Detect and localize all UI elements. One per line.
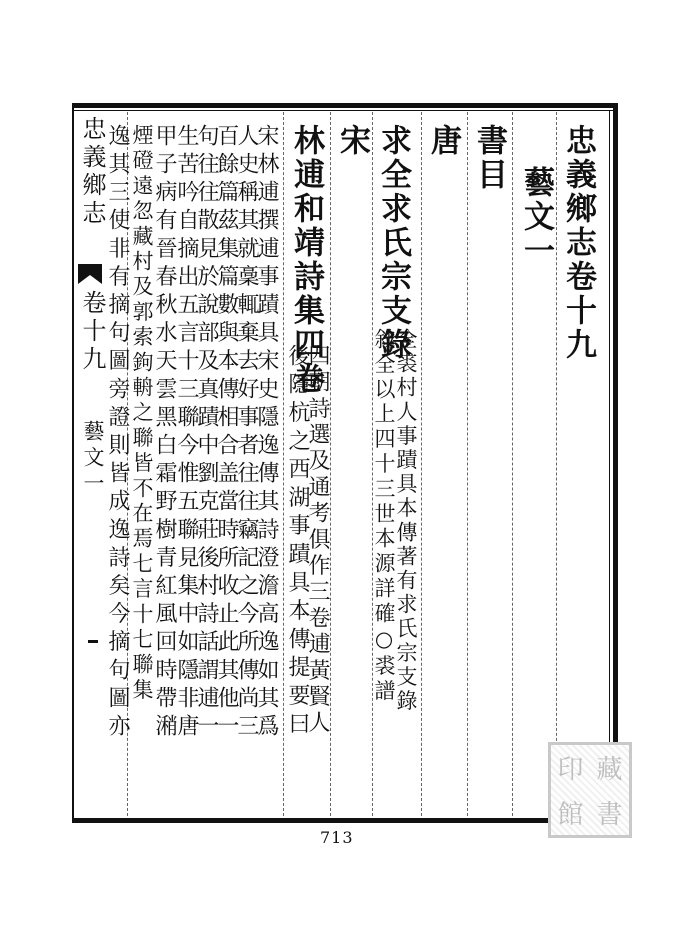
margin-title: 忠義鄉志 <box>78 116 106 228</box>
body-line: 逸其三使非有摘句圖旁證則皆成逸詩矣今摘句圖亦 <box>105 124 130 743</box>
body-line: 百餘篇茲集篇數與本傳相合盖當時所收止此其他一 <box>214 124 239 743</box>
catalog-heading: 書目 <box>471 124 507 192</box>
dynasty-song: 宋 <box>334 124 370 158</box>
entry-note: 後隱杭之西湖事蹟具本傳提要曰 <box>285 344 310 741</box>
column-divider <box>556 112 557 816</box>
margin-fishtail <box>78 264 102 284</box>
seal-char: 藏 <box>596 755 623 785</box>
page-number: 713 <box>320 828 354 847</box>
body-line: 生苦吟自摘出五言十三聯今惟五聯見集中如隱非唐 <box>174 124 199 743</box>
margin-section: 藝文一 <box>81 420 105 498</box>
column-divider <box>421 112 422 816</box>
body-line: 句往往散見於說部及真蹟中劉克莊後村詩話謂逋一 <box>194 124 219 743</box>
column-divider <box>283 112 284 816</box>
frame-bottom-rule <box>72 818 618 823</box>
frame-top-rule <box>72 103 618 108</box>
body-line: 煙磴遠忽藏村及郭索鉤輈之聯皆不在焉七言十七聯集 <box>130 124 154 704</box>
entry-title: 求全求氏宗支錄 <box>375 124 411 362</box>
seal-char: 印 <box>557 755 584 785</box>
seal-char: 館 <box>557 800 584 830</box>
frame-right-rule <box>613 103 618 823</box>
section-title: 藝文一 <box>518 166 554 268</box>
margin-juan: 卷十九 <box>78 290 106 374</box>
frame-right-inner-rule <box>609 110 610 818</box>
entry-note: 全裘村人事蹟具本傳著有求氏宗支錄 <box>394 328 418 714</box>
entry-note: 四朝詩選及通考俱作三卷逋黃賢人 <box>305 344 330 737</box>
volume-title: 忠義鄉志卷十九 <box>560 124 596 362</box>
margin-mark <box>88 640 98 643</box>
column-divider <box>467 112 468 816</box>
body-line: 甲子病有晉春秋水天雲黑白霜野樹青紅風回時帶潲 <box>152 124 177 743</box>
column-divider <box>512 112 513 816</box>
seal-char: 書 <box>596 800 623 830</box>
entry-note: 敍全以上四十三世本源詳確○裘譜 <box>372 328 396 705</box>
body-line: 人史稱其就稾輒棄去好事者往往竊記之今所傳尚三 <box>234 124 259 743</box>
column-divider <box>330 112 331 816</box>
library-seal <box>548 742 632 838</box>
dynasty-tang: 唐 <box>425 124 461 158</box>
entry-title: 林逋和靖詩集四卷 <box>288 124 324 396</box>
frame-top-inner-rule <box>72 110 618 111</box>
frame-left-rule <box>72 103 74 823</box>
body-line: 宋林逋撰逋事蹟具宋史隱逸傳其詩澄澹高逸如其爲 <box>254 124 279 743</box>
